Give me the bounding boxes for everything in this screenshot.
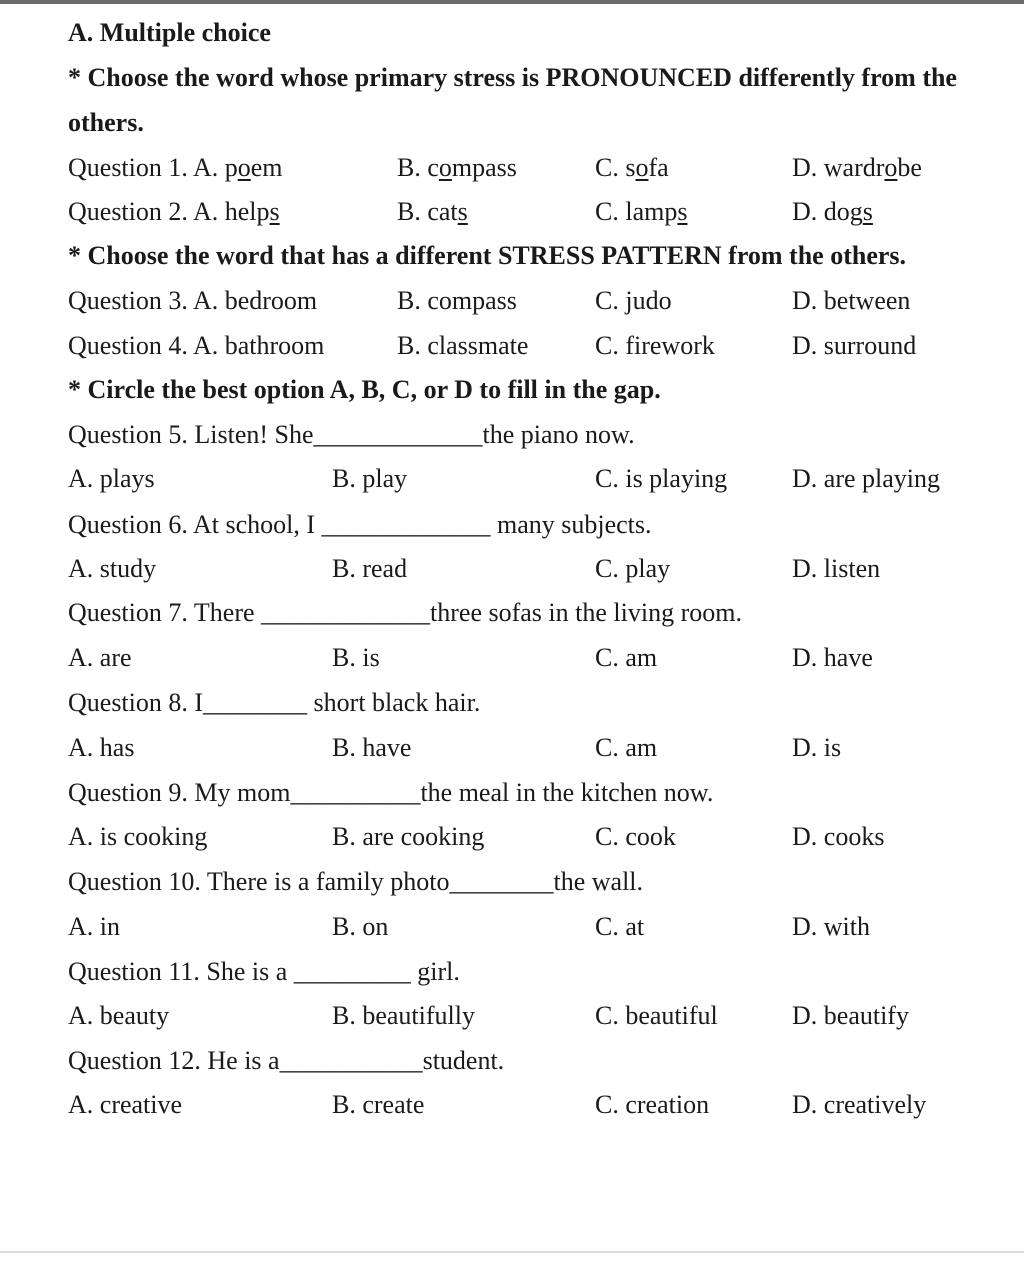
question-9-stem: Question 9. My mom__________the meal in the kitchen now. bbox=[68, 778, 714, 807]
options-row bbox=[0, 907, 1024, 947]
stress-instruction: * Choose the word that has a different STRESS PATTERN from the others. bbox=[68, 241, 907, 270]
option-c: C. play bbox=[595, 554, 671, 583]
option-b: B. play bbox=[332, 464, 408, 493]
question-11-stem: Question 11. She is a _________ girl. bbox=[68, 957, 460, 986]
question-stem-row bbox=[0, 862, 1024, 902]
option-b: B. cats bbox=[397, 197, 468, 226]
question-7-stem: Question 7. There _____________three sofas in the living room. bbox=[68, 598, 742, 627]
options-row bbox=[0, 638, 1024, 678]
options-row bbox=[0, 459, 1024, 499]
question-stem-row bbox=[0, 505, 1024, 545]
question-label: Question 2. bbox=[68, 197, 193, 226]
question-label: Question 3. bbox=[68, 286, 193, 315]
option-c: C. lamps bbox=[595, 197, 688, 226]
question-2 bbox=[68, 192, 280, 232]
option-a: A. in bbox=[68, 912, 120, 941]
option-c: C. am bbox=[595, 643, 658, 672]
option-a: A. bedroom bbox=[192, 286, 318, 315]
question-stem-row bbox=[0, 1041, 1024, 1081]
option-b: B. are cooking bbox=[332, 822, 485, 851]
pronunciation-instruction-line2: others. bbox=[68, 108, 144, 137]
option-c: C. firework bbox=[595, 331, 715, 360]
question-12-stem: Question 12. He is a___________student. bbox=[68, 1046, 505, 1075]
option-c: C. is playing bbox=[595, 464, 728, 493]
bottom-border bbox=[0, 1251, 1024, 1253]
question-stem-row bbox=[0, 952, 1024, 992]
gap-fill-instruction: * Circle the best option A, B, C, or D to fill in the gap. bbox=[68, 375, 661, 404]
option-a: A. helps bbox=[192, 197, 280, 226]
pronunciation-instruction-row bbox=[0, 58, 1024, 98]
option-a: A. plays bbox=[68, 464, 155, 493]
option-a: A. has bbox=[68, 733, 135, 762]
option-b: B. create bbox=[332, 1090, 425, 1119]
question-label: Question 1. bbox=[68, 153, 193, 182]
gap-fill-instruction-row bbox=[0, 370, 1024, 410]
option-b: B. compass bbox=[397, 286, 517, 315]
option-d: D. creatively bbox=[792, 1090, 927, 1119]
option-d: D. listen bbox=[792, 554, 881, 583]
option-c: C. cook bbox=[595, 822, 676, 851]
section-title-row bbox=[0, 13, 1024, 53]
question-8-stem: Question 8. I________ short black hair. bbox=[68, 688, 481, 717]
question-row bbox=[0, 326, 1024, 366]
option-d: D. is bbox=[792, 733, 842, 762]
option-c: C. sofa bbox=[595, 153, 669, 182]
options-row bbox=[0, 549, 1024, 589]
question-label: Question 4. bbox=[68, 331, 193, 360]
question-1 bbox=[68, 148, 283, 188]
question-stem-row bbox=[0, 683, 1024, 723]
option-a: A. is cooking bbox=[68, 822, 208, 851]
option-d: D. are playing bbox=[792, 464, 941, 493]
option-a: A. study bbox=[68, 554, 157, 583]
option-b: B. classmate bbox=[397, 331, 529, 360]
options-row bbox=[0, 1085, 1024, 1125]
option-c: C. am bbox=[595, 733, 658, 762]
option-d: D. surround bbox=[792, 331, 917, 360]
question-row bbox=[0, 281, 1024, 321]
option-b: B. beautifully bbox=[332, 1001, 475, 1030]
option-a: A. bathroom bbox=[192, 331, 325, 360]
option-b: B. compass bbox=[397, 153, 517, 182]
options-row bbox=[0, 996, 1024, 1036]
question-4 bbox=[68, 326, 324, 366]
question-3 bbox=[68, 281, 317, 321]
option-c: C. creation bbox=[595, 1090, 710, 1119]
option-a: A. creative bbox=[68, 1090, 183, 1119]
option-a: A. poem bbox=[192, 153, 283, 182]
option-c: C. at bbox=[595, 912, 645, 941]
question-stem-row bbox=[0, 773, 1024, 813]
question-10-stem: Question 10. There is a family photo________the wall. bbox=[68, 867, 644, 896]
option-b: B. have bbox=[332, 733, 412, 762]
option-d: D. cooks bbox=[792, 822, 885, 851]
question-row bbox=[0, 192, 1024, 232]
option-d: D. with bbox=[792, 912, 870, 941]
option-b: B. is bbox=[332, 643, 380, 672]
pronunciation-instruction-row-2 bbox=[0, 103, 1024, 143]
option-d: D. between bbox=[792, 286, 911, 315]
option-a: A. are bbox=[68, 643, 132, 672]
options-row bbox=[0, 817, 1024, 857]
question-5-stem: Question 5. Listen! She_____________the piano now. bbox=[68, 420, 635, 449]
section-title: A. Multiple choice bbox=[68, 18, 271, 47]
option-d: D. have bbox=[792, 643, 873, 672]
pronunciation-instruction-line1: * Choose the word whose primary stress is PRONOUNCED differently from the bbox=[68, 63, 957, 92]
option-b: B. on bbox=[332, 912, 389, 941]
question-row bbox=[0, 148, 1024, 188]
question-6-stem: Question 6. At school, I _____________ many subjects. bbox=[68, 510, 652, 539]
options-row bbox=[0, 728, 1024, 768]
question-stem-row bbox=[0, 415, 1024, 455]
stress-instruction-row bbox=[0, 236, 1024, 276]
option-d: D. dogs bbox=[792, 197, 873, 226]
option-b: B. read bbox=[332, 554, 408, 583]
option-c: C. judo bbox=[595, 286, 672, 315]
option-d: D. wardrobe bbox=[792, 153, 922, 182]
option-d: D. beautify bbox=[792, 1001, 909, 1030]
question-stem-row bbox=[0, 593, 1024, 633]
option-c: C. beautiful bbox=[595, 1001, 718, 1030]
option-a: A. beauty bbox=[68, 1001, 170, 1030]
